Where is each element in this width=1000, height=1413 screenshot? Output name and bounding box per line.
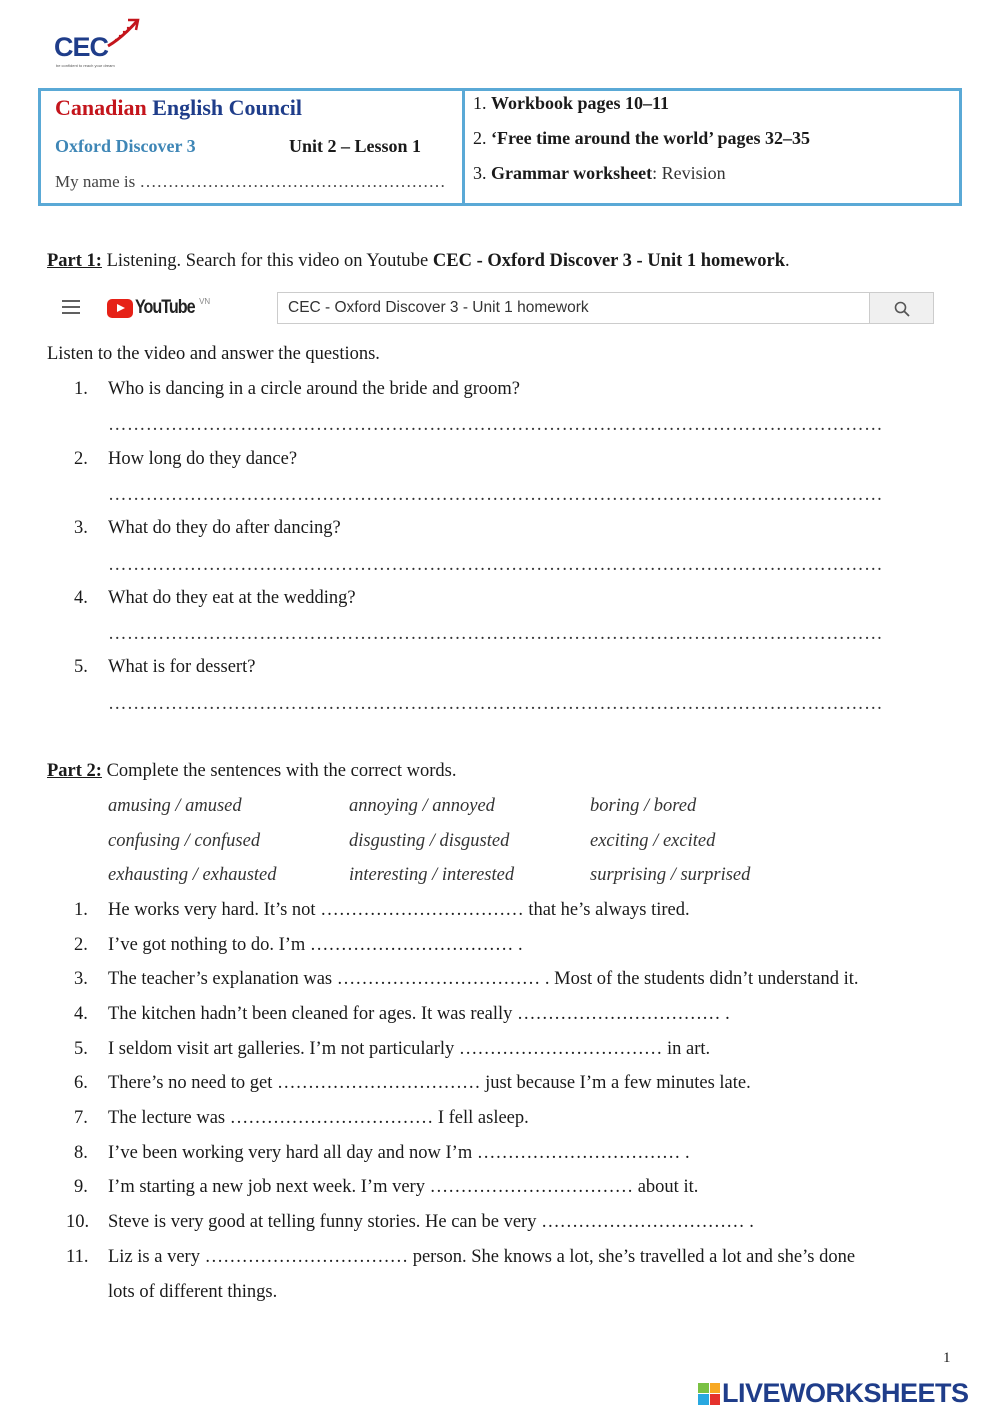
sentence-text[interactable]: I’ve got nothing to do. I’m …………………………… . (108, 935, 523, 955)
sentence-number: 7. (74, 1108, 88, 1128)
page-number: 1 (943, 1350, 951, 1366)
header-right (465, 91, 959, 203)
logo-text: CEC (54, 32, 109, 62)
question-text: How long do they dance? (108, 449, 298, 469)
sentence-text[interactable]: I seldom visit art galleries. I’m not particularly …………………………… in art. (108, 1039, 711, 1059)
task-bold: Grammar worksheet (491, 163, 653, 183)
sentence-text[interactable]: He works very hard. It’s not …………………………… that he’s always tired. (108, 900, 690, 920)
sentence-number: 8. (74, 1143, 88, 1163)
sentence-text[interactable]: Liz is a very …………………………… person. She knows a lot, she’s travelled a lot and she’s done (108, 1247, 856, 1267)
liveworksheets-icon (698, 1383, 720, 1405)
word-option: disgusting / disgusted (349, 831, 510, 851)
task-num: 3. (473, 163, 487, 183)
question-text: What do they do after dancing? (108, 518, 341, 538)
youtube-search-input[interactable]: CEC - Oxford Discover 3 - Unit 1 homework (277, 292, 870, 324)
word-option: exhausting / exhausted (108, 865, 277, 885)
question-number: 5. (74, 657, 88, 677)
word-option: boring / bored (590, 796, 697, 816)
youtube-region: VN (199, 296, 211, 306)
sentence-text[interactable]: The lecture was …………………………… I fell asleep. (108, 1108, 529, 1128)
answer-line[interactable]: …………………………………………………………………………………………………………… (108, 694, 883, 714)
question-text: What do they eat at the wedding? (108, 588, 356, 608)
sentence-text[interactable]: The teacher’s explanation was …………………………… . Most of the students didn’t understand it. (108, 969, 859, 989)
youtube-search-button[interactable] (869, 292, 934, 324)
task-bold: Workbook pages 10–11 (491, 93, 670, 113)
logo-swoosh-icon (106, 18, 140, 48)
menu-icon[interactable] (62, 300, 80, 314)
task-1 (473, 93, 669, 114)
question-text: What is for dessert? (108, 657, 256, 677)
sentence-number: 9. (74, 1177, 88, 1197)
logo-tagline: be confident to reach your dream (56, 63, 115, 68)
sentence-number: 6. (74, 1073, 88, 1093)
answer-line[interactable]: …………………………………………………………………………………………………………… (108, 555, 883, 575)
question-text: Who is dancing in a circle around the bride and groom? (108, 379, 520, 399)
word-option: amusing / amused (108, 796, 242, 816)
task-2 (473, 128, 810, 149)
part2-instruction: Complete the sentences with the correct words. (101, 761, 457, 781)
header-box (38, 88, 962, 206)
part1-label: Part 1: (47, 251, 102, 271)
sentence-text[interactable]: I’ve been working very hard all day and now I’m …………………………… . (108, 1143, 690, 1163)
task-num: 2. (473, 128, 487, 148)
sentence-text[interactable]: There’s no need to get …………………………… just because I’m a few minutes late. (108, 1073, 751, 1093)
video-title: CEC - Oxford Discover 3 - Unit 1 homework (432, 251, 786, 271)
part1-instruction: Listening. Search for this video on Youtube (101, 251, 433, 271)
sentence-text[interactable]: Steve is very good at telling funny stories. He can be very …………………………… . (108, 1212, 754, 1232)
word-option: exciting / excited (590, 831, 716, 851)
answer-line[interactable]: …………………………………………………………………………………………………………… (108, 485, 883, 505)
part1-heading (47, 251, 790, 272)
question-number: 3. (74, 518, 88, 538)
part2-heading (47, 761, 456, 782)
sentence-continuation: lots of different things. (108, 1282, 278, 1302)
unit-lesson: Unit 2 – Lesson 1 (289, 136, 422, 156)
cec-logo (52, 18, 142, 68)
name-field[interactable]: My name is ……………………………………………… (55, 172, 446, 191)
task-3 (473, 163, 726, 184)
header-left (41, 91, 465, 203)
sentence-number: 1. (74, 900, 88, 920)
course-name: Oxford Discover 3 (55, 136, 196, 156)
sentence-number: 2. (74, 935, 88, 955)
answer-line[interactable]: …………………………………………………………………………………………………………… (108, 624, 883, 644)
task-num: 1. (473, 93, 487, 113)
youtube-search-bar (52, 289, 934, 325)
youtube-logo[interactable] (107, 297, 210, 319)
council-rest: English Council (152, 95, 302, 120)
part1-end: . (785, 251, 790, 271)
word-option: surprising / surprised (590, 865, 751, 885)
sentence-number: 4. (74, 1004, 88, 1024)
sentence-text[interactable]: I’m starting a new job next week. I’m very …………………………… about it. (108, 1177, 699, 1197)
council-title (55, 95, 302, 121)
liveworksheets-wordmark: LIVEWORKSHEETS (722, 1378, 969, 1408)
part2-label: Part 2: (47, 761, 102, 781)
word-option: confusing / confused (108, 831, 261, 851)
task-bold: ‘Free time around the world’ pages 32–35 (491, 128, 810, 148)
question-number: 1. (74, 379, 88, 399)
sentence-number: 10. (66, 1212, 90, 1232)
sentence-number: 5. (74, 1039, 88, 1059)
youtube-wordmark: YouTube (135, 297, 195, 318)
liveworksheets-logo (698, 1378, 969, 1409)
youtube-play-icon (107, 299, 133, 318)
task-rest: : Revision (652, 163, 726, 183)
council-red: Canadian (55, 95, 147, 120)
search-icon (894, 301, 910, 317)
answer-line[interactable]: …………………………………………………………………………………………………………… (108, 415, 883, 435)
sentence-number: 3. (74, 969, 88, 989)
word-option: interesting / interested (349, 865, 515, 885)
word-option: annoying / annoyed (349, 796, 495, 816)
question-number: 2. (74, 449, 88, 469)
listen-instruction: Listen to the video and answer the questions. (47, 344, 380, 364)
sentence-number: 11. (66, 1247, 89, 1267)
sentence-text[interactable]: The kitchen hadn’t been cleaned for ages. It was really …………………………… . (108, 1004, 730, 1024)
question-number: 4. (74, 588, 88, 608)
